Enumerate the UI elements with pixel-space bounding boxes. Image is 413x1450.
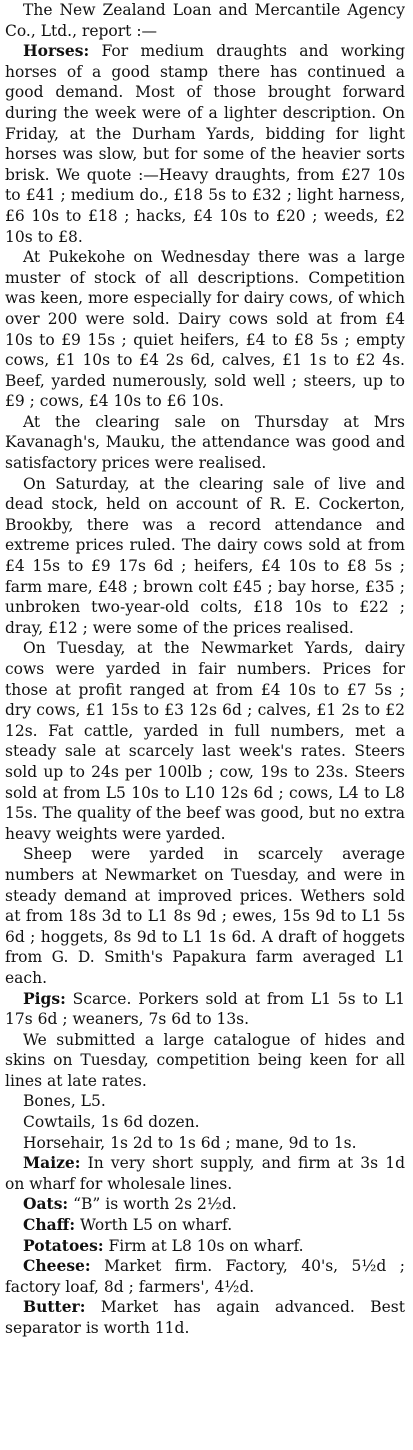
hides-paragraph xyxy=(0,1030,413,1092)
newmarket-cattle-paragraph xyxy=(0,638,413,844)
pukekohe-paragraph xyxy=(0,247,413,412)
potatoes-label: Potatoes: xyxy=(23,1235,104,1255)
butter-text: Market has again advanced. Best separator is worth 11d. xyxy=(5,1298,405,1337)
maize-paragraph xyxy=(0,1153,413,1194)
pukekohe-text: At Pukekohe on Wednesday there was a large muster of stock of all descriptions. Competition was keen, more especially for dairy cows, of which over 200 were sold. Dairy cows sold at from £4 10s to £9 15s ; quiet heifers, £4 to £8 5s ; empty cows, £1 10s to £4 2s 6d, calves, £1 1s to £2 4s. Beef, yarded numerously, sold well ; steers, up to £9 ; cows, £4 10s to £6 10s. xyxy=(5,248,405,411)
pigs-paragraph xyxy=(0,989,413,1030)
potatoes-paragraph xyxy=(0,1236,413,1257)
horses-text: For medium draughts and working horses of a good stamp there has continued a good demand. Most of those brought forward during the week were of a lighter description. On Friday, at the Durham Yards, bidding for light horses was slow, but for some of the heavier sorts brisk. We quote :—Heavy draughts, from £27 10s to £41 ; medium do., £18 5s to £32 ; light harness, £6 10s to £18 ; hacks, £4 10s to £20 ; weeds, £2 10s to £8. xyxy=(5,42,405,246)
bones-text: Bones, L5. xyxy=(23,1092,106,1111)
hides-text: We submitted a large catalogue of hides and skins on Tuesday, competition being keen for all lines at late rates. xyxy=(5,1030,405,1090)
sheep-text: Sheep were yarded in scarcely average numbers at Newmarket on Tuesday, and were in steady demand at improved prices. Wethers sold at from 18s 3d to L1 8s 9d ; ewes, 15s 9d to L1 5s 6d ; hoggets, 8s 9d to L1 1s 6d. A draft of hoggets from G. D. Smith's Papakura farm averaged L1 each. xyxy=(5,845,405,987)
chaff-text: Worth L5 on wharf. xyxy=(75,1216,233,1235)
pigs-text: Scarce. Porkers sold at from L1 5s to L1 17s 6d ; weaners, 7s 6d to 13s. xyxy=(5,989,405,1029)
newmarket-cattle-text: On Tuesday, at the Newmarket Yards, dairy cows were yarded in fair numbers. Prices for those at profit ranged at from £4 10s to £7 5s ; dry cows, £1 15s to £3 12s 6d ; calves, £1 2s to £2 12s. Fat cattle, yarded in full numbers, met a steady sale at scarcely last week's rates. Steers sold up to 24s per 100lb ; cow, 19s to 23s. Steers sold at from L5 10s to L10 12s 6d ; cows, L4 to L8 15s. The quality of the beef was good, but no extra heavy weights were yarded. xyxy=(5,639,406,843)
cockerton-paragraph xyxy=(0,474,413,639)
butter-label: Butter: xyxy=(23,1297,86,1317)
butter-paragraph xyxy=(0,1297,413,1338)
pigs-label: Pigs: xyxy=(23,988,66,1008)
intro-text: The New Zealand Loan and Mercantile Agency Co., Ltd., report :— xyxy=(5,1,405,40)
oats-text: “B” is worth 2s 2½d. xyxy=(68,1195,237,1214)
horses-paragraph xyxy=(0,41,413,247)
intro-paragraph xyxy=(0,0,413,41)
cheese-paragraph xyxy=(0,1256,413,1297)
cowtails-text: Cowtails, 1s 6d dozen. xyxy=(23,1113,200,1132)
horsehair-text: Horsehair, 1s 2d to 1s 6d ; mane, 9d to 1s. xyxy=(23,1133,357,1152)
cheese-text: Market firm. Factory, 40's, 5½d ; factory loaf, 8d ; farmers', 4½d. xyxy=(5,1257,405,1296)
potatoes-text: Firm at L8 10s on wharf. xyxy=(103,1236,304,1255)
horsehair-paragraph xyxy=(0,1133,413,1154)
oats-label: Oats: xyxy=(23,1194,69,1214)
sheep-paragraph xyxy=(0,844,413,988)
oats-paragraph xyxy=(0,1194,413,1215)
maize-text: In very short supply, and firm at 3s 1d on wharf for wholesale lines. xyxy=(5,1154,405,1193)
cockerton-text: On Saturday, at the clearing sale of live and dead stock, held on account of R. E. Cockerton, Brookby, there was a record attendance and extreme prices ruled. The dairy cows sold at from £4 15s to £9 17s 6d ; heifers, £4 10s to £8 5s ; farm mare, £48 ; brown colt £45 ; bay horse, £35 ; unbroken two-year-old colts, £18 10s to £22 ; dray, £12 ; were some of the prices realised. xyxy=(5,474,405,637)
kavanagh-text: At the clearing sale on Thursday at Mrs Kavanagh's, Mauku, the attendance was good and satisfactory prices were realised. xyxy=(5,412,405,473)
cheese-label: Cheese: xyxy=(23,1256,91,1276)
chaff-paragraph xyxy=(0,1215,413,1236)
cowtails-paragraph xyxy=(0,1112,413,1133)
maize-label: Maize: xyxy=(23,1153,81,1173)
kavanagh-paragraph xyxy=(0,412,413,474)
chaff-label: Chaff: xyxy=(23,1215,76,1235)
horses-label: Horses: xyxy=(23,41,90,61)
bones-paragraph xyxy=(0,1091,413,1112)
